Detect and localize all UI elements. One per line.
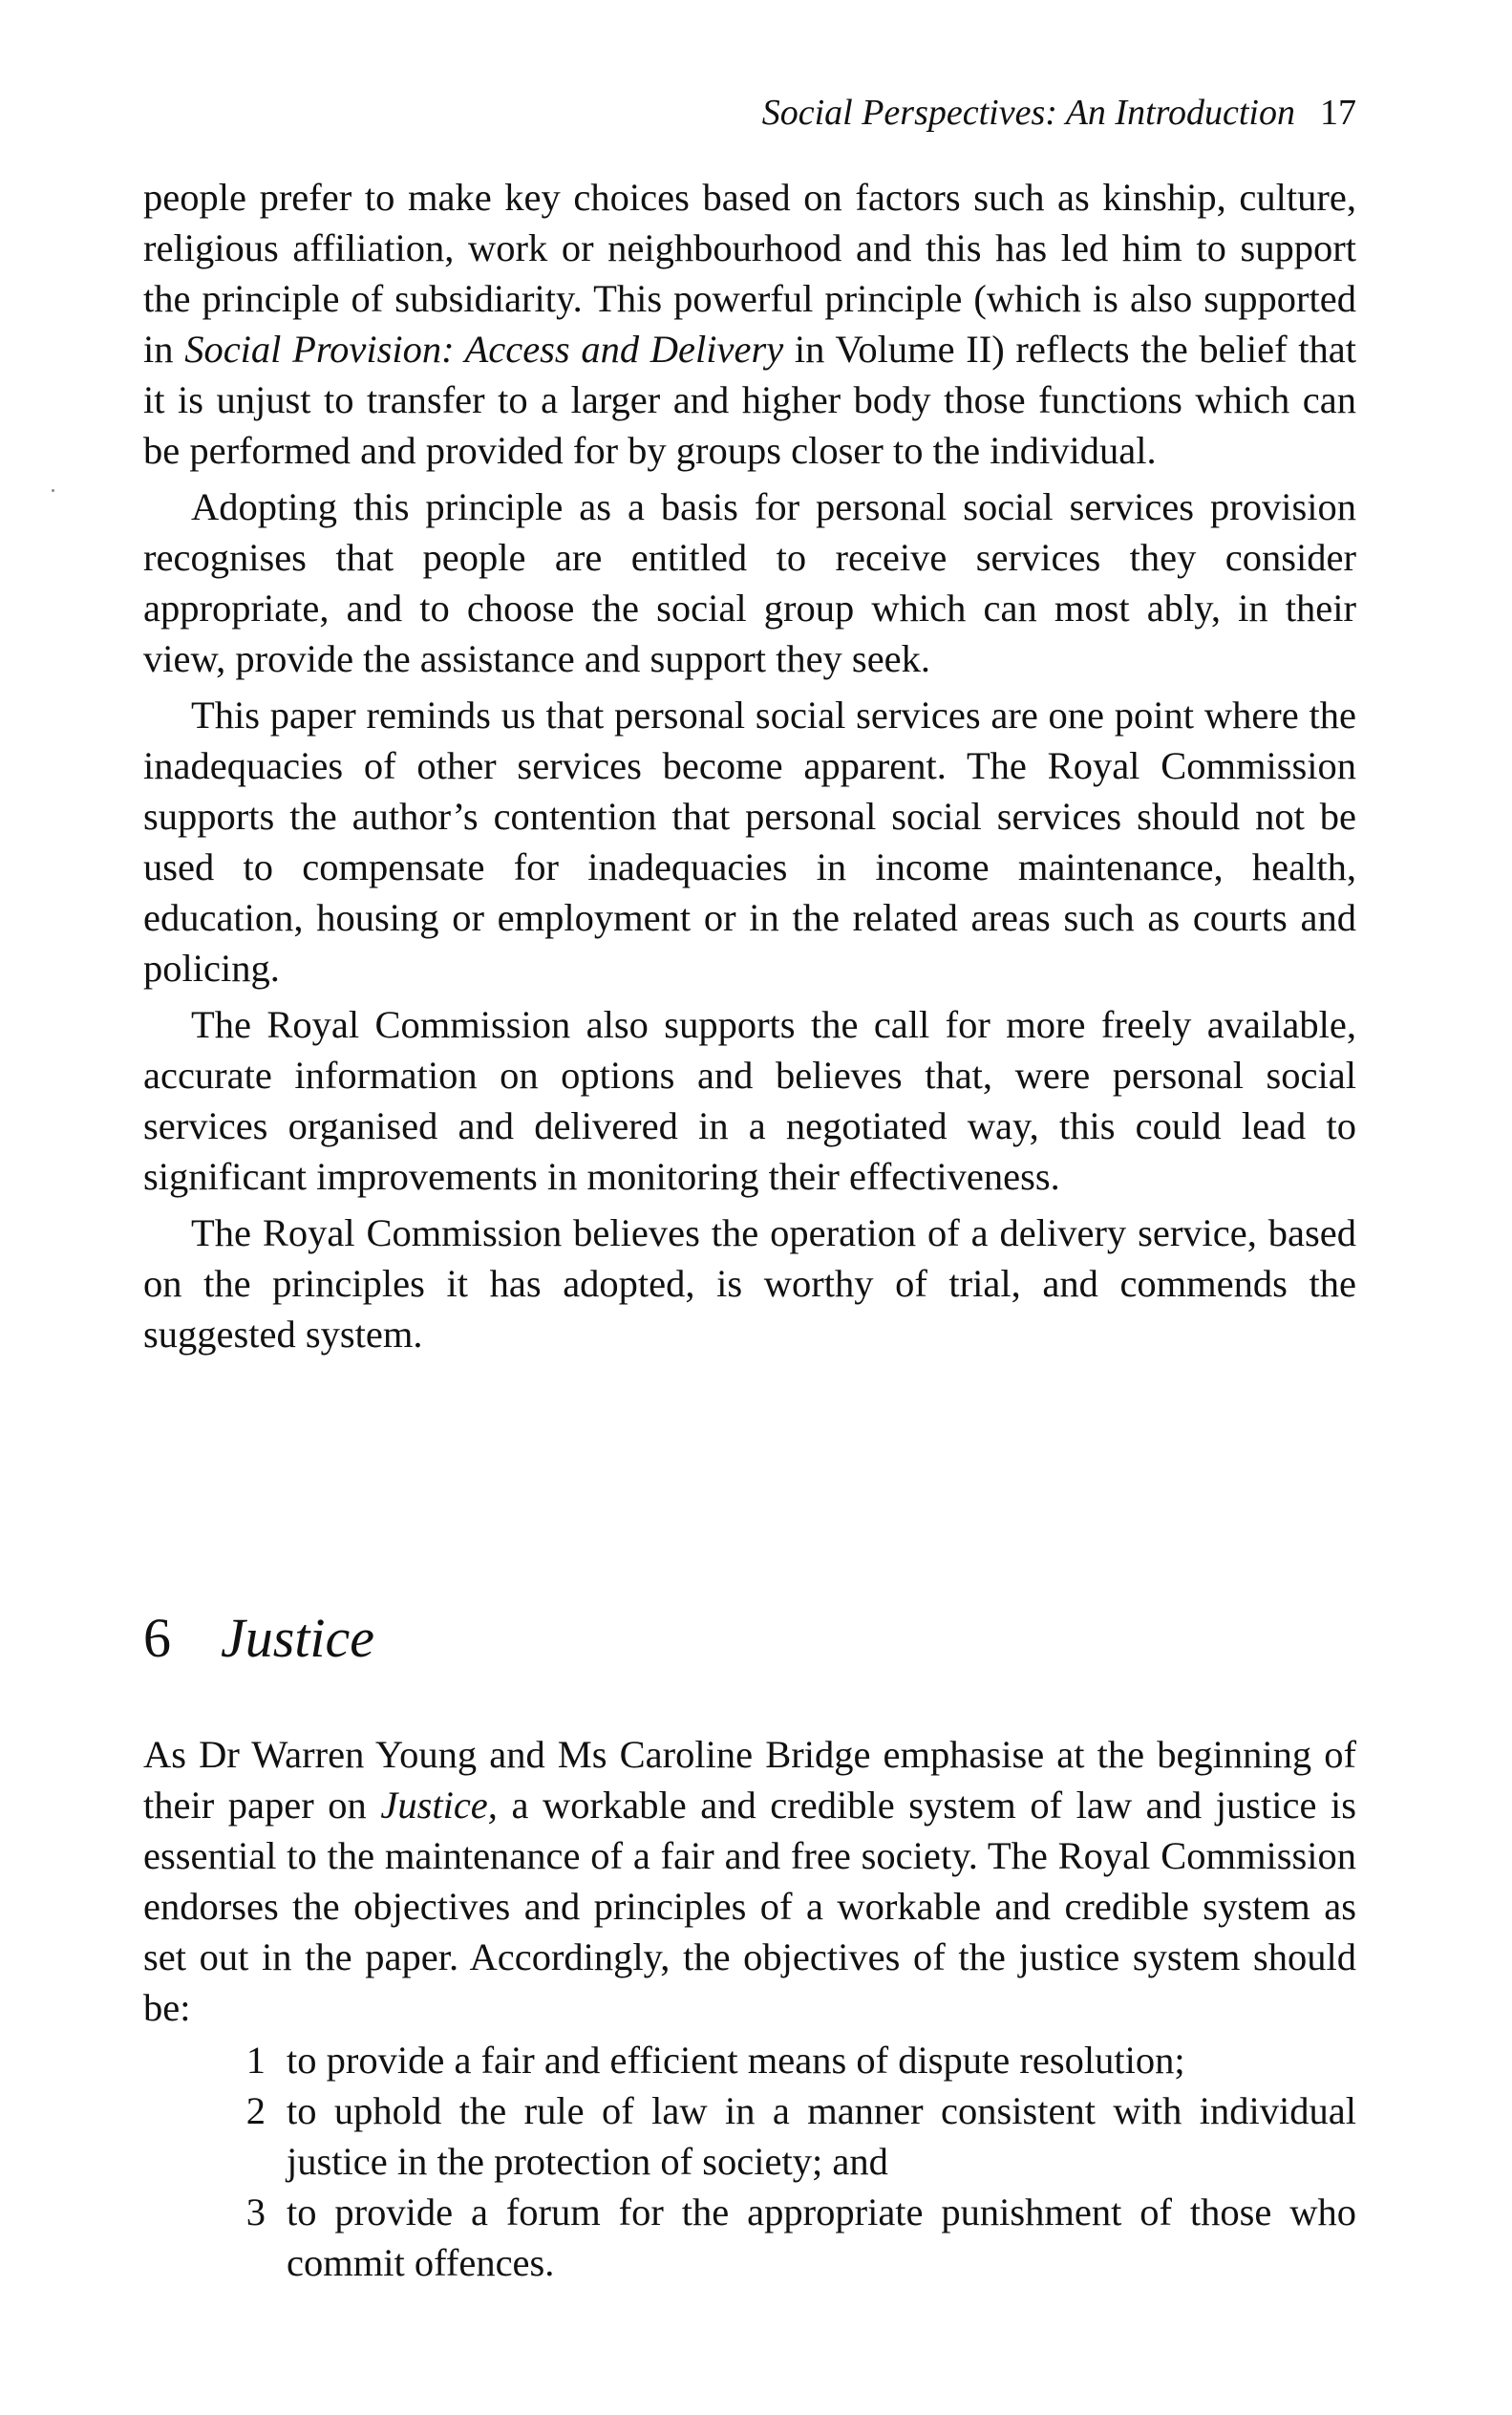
paragraph-provision: Adopting this principle as a basis for personal social services provision recognises that people are entitled to receive services they consider appropriate, and to choose the social group which can most ably, in their view, provide the assistance and support they seek. [143,485,1356,680]
list-text: to uphold the rule of law in a manner consistent with individual justice in the protection of society; and [287,2089,1356,2183]
paper-reference: Justice, [380,1784,498,1827]
paragraph-text: As Dr Warren Young and Ms Caroline Bridge emphasise at the beginning of their paper on [143,1733,1356,1827]
running-header [143,91,1356,135]
list-text: to provide a forum for the appropriate punishment of those who commit offences. [287,2191,1356,2284]
list-item [143,2085,1356,2187]
list-number: 3 [245,2191,266,2233]
list-item [143,2187,1356,2288]
page-number: 17 [1320,93,1356,133]
paragraph-inadequacies: This paper reminds us that personal social services are one point where the inadequacies of other services become apparent. The Royal Commission supports the author’s contention that personal social services should not be used to compensate for inadequacies in income maintenance, health, education, housing or employment or in the related areas such as courts and policing. [143,694,1356,990]
body-text [143,172,1356,1359]
paragraph-delivery-service: The Royal Commission believes the operation of a delivery service, based on the principles it has adopted, is worthy of trial, and commends the suggested system. [143,1211,1356,1356]
section-number: 6 [143,1607,171,1669]
paragraph-text: a workable and credible system of law and justice is essential to the maintenance of a fair and free society. The Royal Commission endorses the objectives and principles of a workable and credible system as set out in the paper. Accordingly, the objectives of the justice system should be: [143,1784,1357,2029]
section-heading [143,1605,374,1672]
volume-reference: Social Provision: Access and Delivery [184,328,784,371]
margin-speck [52,489,54,492]
paragraph-justice-intro [143,1729,1356,2033]
section-text [143,1729,1356,2288]
list-number: 1 [245,2039,266,2082]
paragraph-text: in Volume II) reflects the belief that it is unjust to transfer to a larger and higher body those functions which can be performed and provided for by groups closer to the individual. [143,328,1356,472]
paragraph-text: people prefer to make key choices based on factors such as kinship, culture, religious affiliation, work or neighbourhood and this has led him to support the principle of subsidiarity. This powerful principle (which is also supported in [143,176,1356,371]
objectives-list [143,2035,1356,2288]
list-number: 2 [245,2089,266,2132]
paragraph-information: The Royal Commission also supports the call for more freely available, accurate information on options and believes that, were personal social services organised and delivered in a negotiated way, this could lead to significant improvements in monitoring their effectiveness. [143,1003,1356,1198]
section-title: Justice [221,1607,375,1669]
list-text: to provide a fair and efficient means of dispute resolution; [287,2039,1185,2082]
paragraph-subsidiarity [143,172,1356,476]
running-title: Social Perspectives: An Introduction [761,93,1295,133]
list-item [143,2035,1356,2085]
